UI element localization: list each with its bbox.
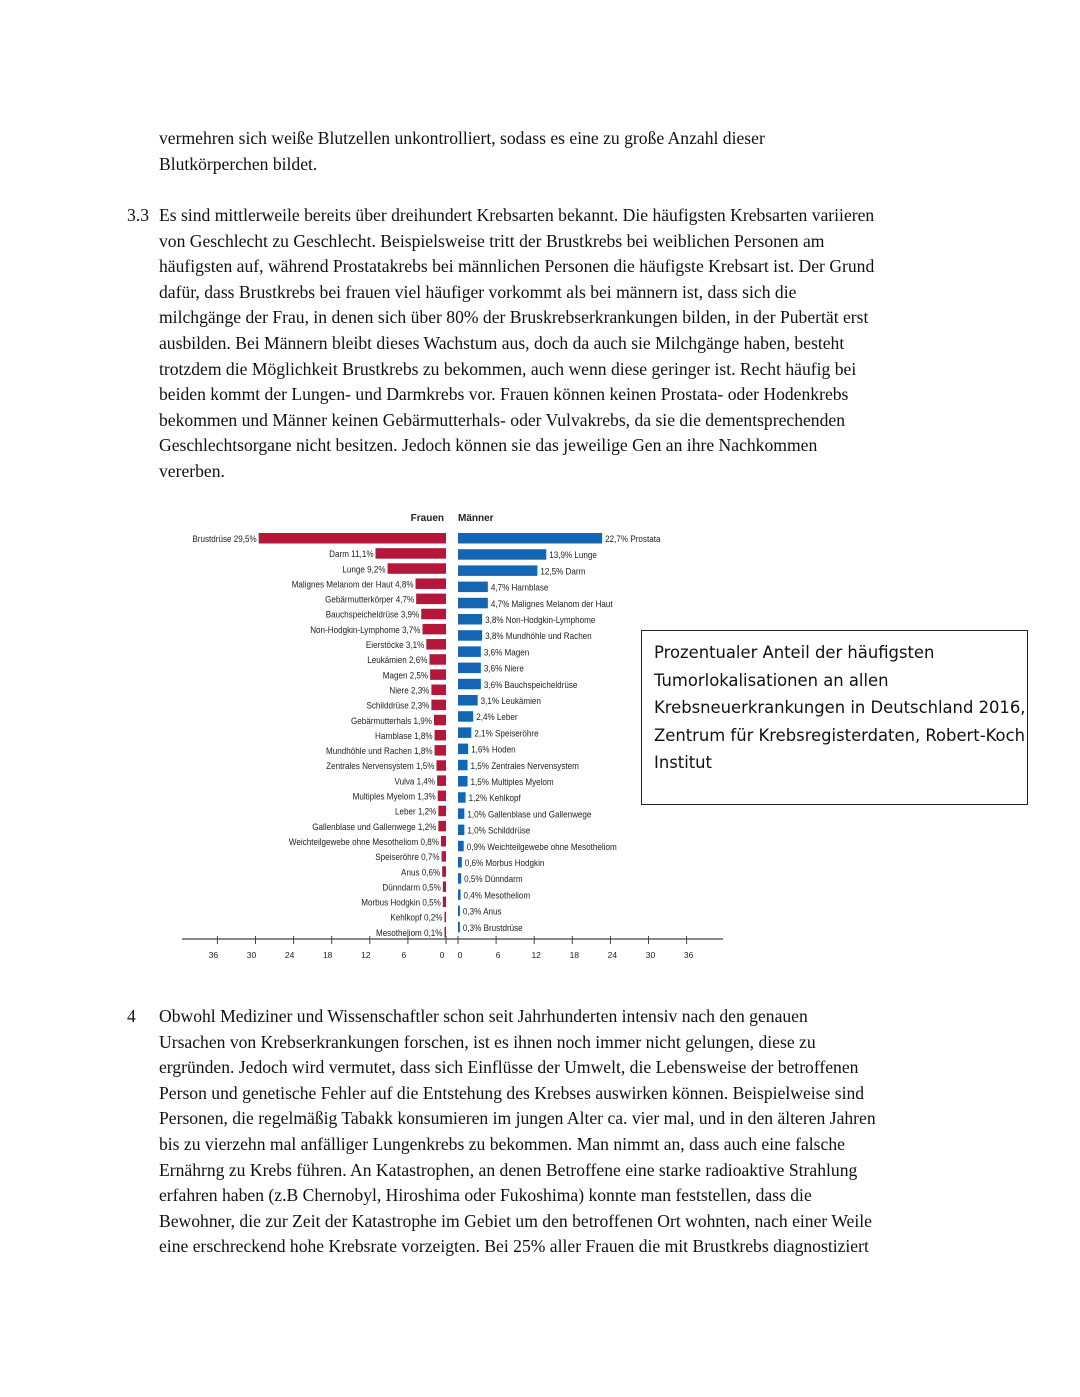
bar-label-maenner: 0,4% Mesotheliom [463,889,531,901]
bar-label-maenner: 0,3% Brustdrüse [462,922,523,933]
bar-label-maenner: 0,3% Anus [462,906,502,917]
bar-frauen [430,669,446,680]
bar-maenner [458,760,468,771]
bar-frauen [426,639,446,650]
bar-frauen [445,912,447,923]
bar-maenner [458,889,461,900]
bar-maenner [458,727,471,738]
text-line: vermehren sich weiße Blutzellen unkontrolliert, sodass es eine zu große Anzahl dieser [159,128,765,148]
bar-frauen [435,745,446,756]
bar-frauen [442,866,446,877]
x-tick-label: 12 [361,950,371,960]
bar-label-frauen: Schilddrüse 2,3% [366,700,430,711]
bar-frauen [438,806,446,817]
bar-frauen [416,594,446,605]
caption-line: Prozentualer Anteil der häufigsten [654,643,935,662]
paragraph-leukemia-end [159,126,969,177]
text-line: dafür, dass Brustkrebs bei frauen viel häufiger vorkommt als bei männern ist, dass sich die [159,281,797,302]
text-line: Person und genetische Fehler auf die Entstehung des Krebses auswirken können. Beispielweise sind [159,1082,865,1103]
x-tick-label: 0 [457,950,463,960]
text-line: von Geschlecht zu Geschlecht. Beispielsweise tritt der Brustkrebs bei weiblichen Personen am [159,230,825,251]
bar-frauen [431,685,446,696]
text-line: Blutkörperchen bildet. [159,153,318,174]
bar-maenner [458,906,460,917]
x-tick-label: 30 [645,950,656,960]
bar-label-frauen: Speiseröhre 0,7% [375,851,440,863]
bar-frauen [436,760,446,771]
text-line: erfahren haben (z.B Chernobyl, Hiroshima oder Fukoshima) konnte man feststellen, dass die [159,1185,812,1206]
text-line: Ursachen von Krebserkrankungen forschen, ist es ihnen noch immer nicht gelungen, diese zu [159,1031,816,1052]
bar-label-frauen: Mesotheliom 0,1% [375,927,443,939]
bar-frauen [443,897,446,908]
text-line: eine erschreckend hohe Krebsrate vorzeigten. Bei 25% aller Frauen die mit Brustkrebs diagnostiziert [159,1236,869,1257]
bar-maenner [458,744,468,755]
bar-maenner [458,825,464,836]
bar-label-frauen: Gallenblase und Gallenwege 1,2% [312,821,437,832]
bar-label-maenner: 3,8% Non-Hodgkin-Lymphome [485,614,596,626]
bar-label-maenner: 1,5% Zentrales Nervensystem [470,760,579,771]
bar-label-maenner: 1,0% Schilddrüse [467,825,531,836]
bar-label-maenner: 2,4% Leber [476,711,518,723]
bar-label-maenner: 0,5% Dünndarm [464,873,523,885]
bar-maenner [458,711,473,722]
bar-label-maenner: 1,6% Hoden [471,744,516,755]
bar-frauen [441,836,446,847]
series-label-frauen: Frauen [410,513,444,524]
bar-label-frauen: Eierstöcke 3,1% [365,639,425,651]
bar-maenner [458,679,481,690]
bar-maenner [458,614,482,625]
bar-label-maenner: 22,7% Prostata [605,533,661,545]
bar-frauen [434,715,446,726]
bar-label-maenner: 3,8% Mundhöhle und Rachen [485,630,592,642]
x-tick-label: 18 [569,950,580,960]
bar-label-maenner: 3,6% Niere [483,663,524,674]
bar-label-frauen: Brustdrüse 29,5% [192,533,257,545]
bar-label-maenner: 0,9% Weichteilgewebe ohne Mesotheliom [466,841,617,852]
bar-maenner [458,841,464,852]
bar-maenner [458,582,488,593]
text-line: vererben. [159,460,225,481]
bar-label-frauen: Dünndarm 0,5% [382,881,441,893]
caption-line: Tumorlokalisationen an allen [654,670,889,690]
bar-frauen [259,533,446,544]
caption-line: Krebsneuerkrankungen in Deutschland 2016, [654,698,1026,717]
text-line: ergründen. Jedoch wird vermutet, dass sich Einflüsse der Umwelt, die Lebensweise der betroffenen [159,1057,859,1078]
bar-label-maenner: 0,6% Morbus Hodgkin [464,857,545,869]
bar-label-frauen: Gebärmutterhals 1,9% [351,715,432,726]
bar-label-frauen: Vulva 1,4% [394,775,436,787]
bar-label-frauen: Leber 1,2% [395,806,437,817]
section-number: 3.3 [127,205,149,225]
text-line: bis zu vierzehn mal anfälliger Lungenkrebs zu bekommen. Man nimmt an, dass auch eine falsche [159,1133,845,1154]
text-line: Es sind mittlerweile bereits über dreihundert Krebsarten bekannt. Die häufigsten Krebsarten variieren [159,205,875,225]
bar-label-maenner: 4,7% Malignes Melanom der Haut [490,598,613,609]
x-tick-label: 0 [439,950,445,960]
bar-label-frauen: Lunge 9,2% [342,563,386,575]
text-line: Geschlechtsorgane nicht besitzen. Jedoch können sie das jeweilige Gen an ihre Nachkommen [159,435,818,456]
bar-label-maenner: 13,9% Lunge [549,549,597,561]
bar-label-frauen: Multiples Myelom 1,3% [352,791,436,802]
series-label-maenner: Männer [458,513,494,524]
bar-label-frauen: Mundhöhle und Rachen 1,8% [326,745,433,757]
caption-line: Zentrum für Krebsregisterdaten, Robert-Koch [654,725,1025,745]
x-tick-label: 30 [246,950,257,960]
bar-label-frauen: Niere 2,3% [389,685,430,696]
x-tick-label: 24 [607,950,618,960]
bar-frauen [437,775,446,786]
bar-label-maenner: 3,6% Bauchspeicheldrüse [483,679,578,690]
text-line: beiden kommt der Lungen- und Darmkrebs vor. Frauen können keinen Prostata- oder Hodenkrebs [159,384,849,405]
bar-maenner [458,630,482,641]
bar-label-maenner: 3,1% Leukämien [480,695,541,707]
bar-maenner [458,808,464,819]
bar-label-maenner: 2,1% Speiseröhre [474,727,539,739]
bar-frauen [445,927,447,938]
bar-maenner [458,533,602,544]
bar-maenner [458,663,481,674]
paragraph-cancer-types [159,203,969,485]
bar-label-frauen: Non-Hodgkin-Lymphome 3,7% [310,624,421,636]
bar-frauen [443,881,446,892]
bar-frauen [431,700,446,711]
text-line: Personen, die regelmäßig Tabakk konsumieren im jungen Alter ca. vier mal, und in den älteren Jahren [159,1108,876,1129]
bar-maenner [458,598,488,609]
bar-maenner [458,792,466,803]
bar-label-frauen: Leukämien 2,6% [367,654,428,666]
bar-label-frauen: Darm 11,1% [329,548,374,560]
bar-label-maenner: 1,0% Gallenblase und Gallenwege [467,808,592,820]
bar-label-frauen: Gebärmutterkörper 4,7% [325,594,415,605]
bar-label-maenner: 4,7% Harnblase [490,582,549,593]
bar-label-frauen: Bauchspeicheldrüse 3,9% [325,609,420,620]
x-tick-label: 24 [284,950,295,960]
x-tick-label: 6 [401,950,407,960]
text-line: ausbilden. Bei Männern bleibt dieses Wachstum aus, doch da auch sie Milchgänge haben, besteht [159,332,845,353]
bar-maenner [458,857,462,868]
caption-line: Institut [654,753,712,772]
bar-label-frauen: Weichteilgewebe ohne Mesotheliom 0,8% [288,836,439,848]
bar-label-frauen: Magen 2,5% [382,669,429,681]
section-number: 4 [127,1006,136,1026]
text-line: milchgänge der Frau, in denen sich über 80% der Bruskrebserkrankungen bilden, in der Pubertät erst [159,307,869,328]
bar-label-maenner: 3,6% Magen [483,646,530,658]
bar-frauen [438,791,446,802]
x-tick-label: 6 [495,950,501,960]
bar-frauen [442,851,446,862]
bar-frauen [429,654,446,665]
bar-maenner [458,922,460,933]
x-tick-label: 36 [208,950,219,960]
chart-caption-box [641,630,1028,805]
text-line: häufigsten auf, während Prostatakrebs bei männlichen Personen die häufigste Krebsart ist. Der Grund [159,256,875,277]
x-tick-label: 18 [322,950,333,960]
bar-label-frauen: Zentrales Nervensystem 1,5% [326,760,435,772]
text-line: trotzdem die Möglichkeit Brustkrebs zu bekommen, auch wenn diese geringer ist. Recht häufig bei [159,358,857,379]
bar-frauen [388,563,446,574]
paragraph-causes [159,1004,969,1260]
bar-label-maenner: 1,2% Kehlkopf [468,792,521,804]
bar-label-frauen: Kehlkopf 0,2% [390,912,443,923]
text-line: bekommen und Männer keinen Gebärmutterhals- oder Vulvakrebs, da sie die dementsprechenden [159,409,846,430]
bar-label-frauen: Harnblase 1,8% [375,730,433,742]
bar-maenner [458,873,461,884]
bar-label-maenner: 1,5% Multiples Myelom [470,776,554,788]
bar-label-frauen: Malignes Melanom der Haut 4,8% [291,578,414,590]
bar-maenner [458,646,481,657]
bar-maenner [458,565,537,576]
bar-frauen [423,624,446,635]
bar-frauen [438,821,446,832]
bar-frauen [376,548,446,559]
bar-maenner [458,549,546,560]
bar-frauen [416,578,446,589]
bar-maenner [458,695,478,706]
bar-label-maenner: 12,5% Darm [540,565,586,577]
bar-frauen [421,609,446,620]
x-tick-label: 36 [683,950,694,960]
bar-label-frauen: Anus 0,6% [401,866,441,878]
text-line: Ernährng zu Krebs führen. An Katastrophen, an denen Betroffene eine starke radioaktive Strahlung [159,1159,858,1180]
bar-label-frauen: Morbus Hodgkin 0,5% [361,897,441,908]
bar-maenner [458,776,468,787]
bar-frauen [435,730,446,741]
text-line: Obwohl Mediziner und Wissenschaftler schon seit Jahrhunderten intensiv nach den genauen [159,1006,808,1026]
text-line: Bewohner, die zur Zeit der Katastrophe im Gebiet um den betroffenen Ort wohnten, nach einer Weile [159,1210,872,1231]
x-tick-label: 12 [531,950,541,960]
